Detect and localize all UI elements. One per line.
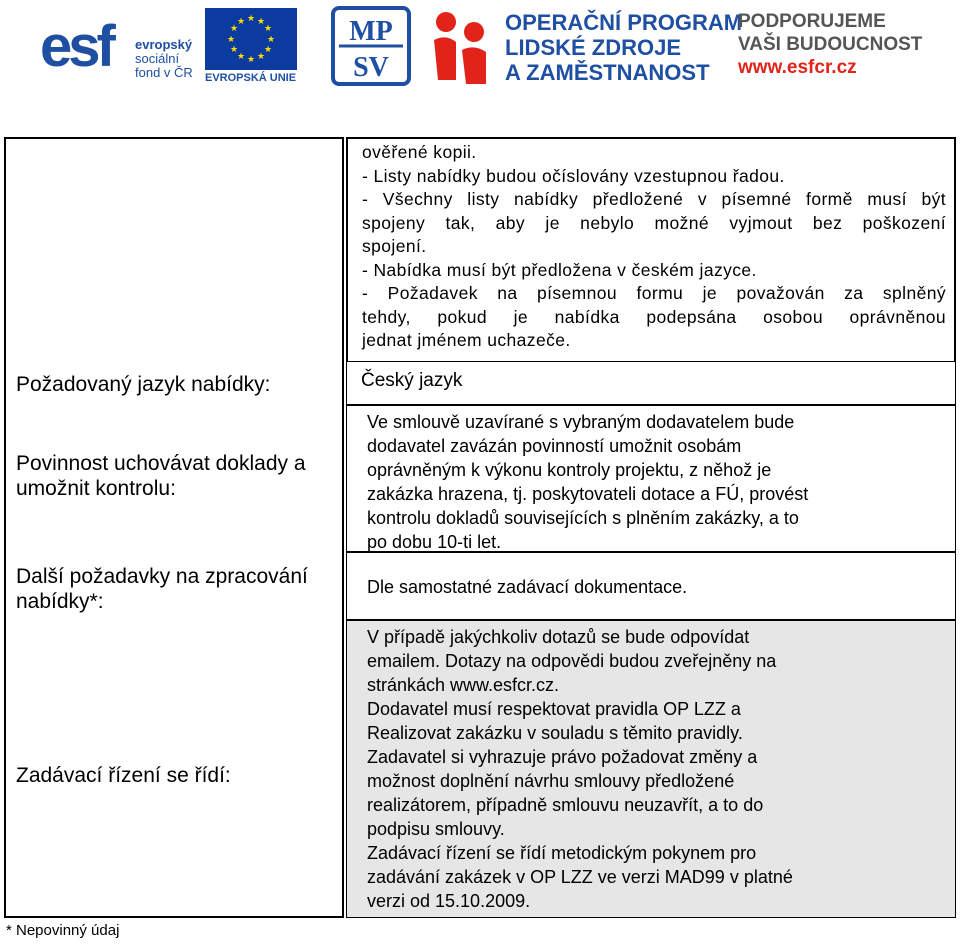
text-line: po dobu 10-ti let. bbox=[367, 532, 502, 552]
label-obligation: Povinnost uchovávat doklady a umožnit kontrolu: bbox=[16, 452, 306, 500]
text-line: zadávání zakázek v OP LZZ ve verzi MAD99 v platné bbox=[367, 867, 793, 887]
text-line: zakázka hrazena, tj. poskytovateli dotace a FÚ, provést bbox=[367, 484, 809, 504]
language-value: Český jazyk bbox=[361, 370, 463, 391]
text-line: emailem. Dotazy na odpovědi budou zveřejněny na bbox=[367, 651, 777, 671]
text-line: jednat jménem uchazeče. bbox=[362, 330, 571, 350]
text-line: podpisu smlouvy. bbox=[367, 819, 505, 839]
mpsv-logo-icon bbox=[331, 6, 411, 86]
text-line: tehdy, pokud je nabídka podepsána osobou oprávněnou bbox=[362, 306, 946, 327]
op-lzz-text bbox=[505, 10, 742, 85]
eu-caption: EVROPSKÁ UNIE bbox=[205, 72, 297, 84]
value-column bbox=[346, 137, 956, 918]
text-line: - Požadavek na písemnou formu je považován za splněný bbox=[362, 283, 946, 303]
text-line: verzi od 15.10.2009. bbox=[367, 891, 531, 911]
text-line: oprávněným k výkonu kontroly projektu, z něhož je bbox=[367, 460, 772, 480]
mpsv-logo bbox=[331, 6, 411, 86]
svg-text:★: ★ bbox=[246, 55, 256, 65]
text-line: - Nabídka musí být předložena v českém jazyce. bbox=[362, 259, 757, 280]
people-icon bbox=[426, 6, 496, 86]
op-line-2: LIDSKÉ ZDROJE bbox=[505, 35, 682, 60]
esf-line-2: sociální bbox=[135, 51, 180, 66]
label-other: Další požadavky na zpracování nabídky*: bbox=[16, 565, 308, 613]
text-line: Realizovat zakázku v souladu s těmito pravidly. bbox=[367, 723, 743, 743]
text-line: realizátorem, případně smlouvu neuzavřít, a to do bbox=[367, 795, 764, 815]
language-value-cell bbox=[346, 361, 956, 405]
svg-text:★: ★ bbox=[263, 45, 273, 55]
text-line: dodavatel zavázán povinností umožnit osobám bbox=[367, 436, 742, 456]
text-line: Dodavatel musí respektovat pravidla OP LZZ a bbox=[367, 699, 741, 719]
text-line: možnost doplnění návrhu smlouvy předložené bbox=[367, 771, 735, 791]
support-line-2: VAŠI BUDOUCNOST bbox=[738, 34, 923, 55]
eu-flag-icon bbox=[205, 8, 297, 70]
esf-line-1: evropský bbox=[135, 37, 193, 52]
op-line-3: A ZAMĚSTNANOST bbox=[505, 60, 710, 85]
mpsv-top: MP bbox=[349, 16, 393, 47]
svg-text:★: ★ bbox=[229, 24, 239, 34]
support-url: www.esfcr.cz bbox=[738, 57, 857, 78]
svg-text:★: ★ bbox=[256, 17, 266, 27]
svg-text:★: ★ bbox=[263, 24, 273, 34]
text-line: - Všechny listy nabídky předložené v písemné formě musí být bbox=[362, 189, 946, 209]
footnote: * Nepovinný údaj bbox=[6, 922, 120, 939]
esf-line-3: fond v ČR bbox=[135, 65, 193, 80]
text-line: Zadavatel si vyhrazuje právo požadovat změny a bbox=[367, 747, 758, 767]
header-logos bbox=[0, 0, 960, 100]
text-line: V případě jakýchkoliv dotazů se bude odpovídat bbox=[367, 627, 750, 647]
text-line: - Listy nabídky budou očíslovány vzestupnou řadou. bbox=[362, 165, 785, 186]
text-line: spojeny tak, aby je nebylo možné vyjmout bez poškození bbox=[362, 212, 946, 233]
text-line: Ve smlouvě uzavírané s vybraným dodavatelem bude bbox=[367, 412, 795, 432]
label-column bbox=[4, 137, 344, 918]
esf-logo-mark: esf bbox=[40, 14, 112, 79]
obligation-value-cell bbox=[346, 405, 956, 552]
svg-text:★: ★ bbox=[229, 45, 239, 55]
svg-text:★: ★ bbox=[226, 35, 236, 45]
text-line: Zadávací řízení se řídí metodickým pokynem pro bbox=[367, 843, 757, 863]
esf-logo bbox=[40, 8, 200, 86]
support-line-1: PODPORUJEME bbox=[738, 11, 886, 32]
svg-text:★: ★ bbox=[246, 14, 256, 24]
text-line: kontrolu dokladů souvisejících s plněním zakázky, a to bbox=[367, 508, 799, 528]
text-line: ověřené kopii. bbox=[362, 142, 477, 162]
eu-logo bbox=[205, 8, 301, 84]
svg-text:★: ★ bbox=[266, 35, 276, 45]
op-line-1: OPERAČNÍ PROGRAM bbox=[505, 10, 743, 35]
label-language: Požadovaný jazyk nabídky: bbox=[16, 373, 271, 396]
svg-text:★: ★ bbox=[256, 52, 266, 62]
op-lzz-logo bbox=[426, 6, 743, 86]
offer-form-requirements-cell bbox=[346, 137, 956, 361]
other-value: Dle samostatné zadávací dokumentace. bbox=[367, 577, 688, 597]
label-rules: Zadávací řízení se řídí: bbox=[16, 764, 231, 787]
support-logo bbox=[738, 10, 948, 90]
requirements-table bbox=[4, 137, 956, 918]
text-line: spojení. bbox=[362, 236, 427, 256]
svg-text:★: ★ bbox=[236, 52, 246, 62]
text-line: stránkách www.esfcr.cz. bbox=[367, 675, 560, 695]
rules-value-cell bbox=[346, 620, 956, 918]
svg-text:★: ★ bbox=[236, 17, 246, 27]
other-requirements-cell bbox=[346, 552, 956, 620]
esf-logo-text bbox=[135, 38, 193, 80]
mpsv-bottom: SV bbox=[353, 52, 389, 83]
